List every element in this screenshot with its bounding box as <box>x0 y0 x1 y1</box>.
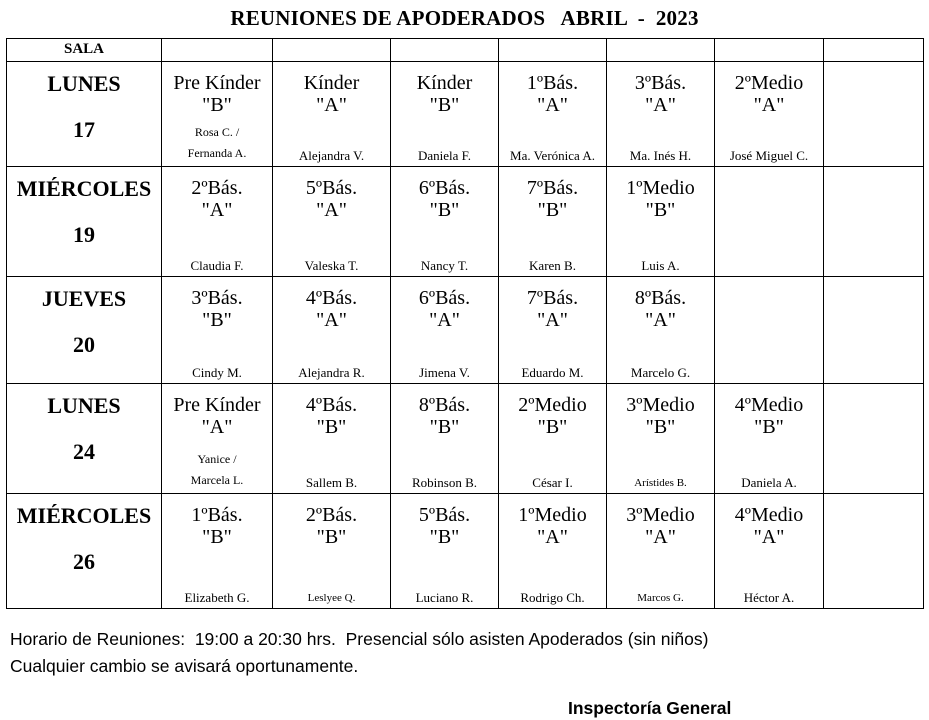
course-name: Kínder <box>303 72 360 94</box>
teacher-name: Valeska T. <box>304 258 359 273</box>
day-date: 24 <box>73 439 95 464</box>
teacher-name: Alejandra V. <box>298 148 365 163</box>
header-cell <box>273 39 391 62</box>
course-section: "A" <box>753 526 785 548</box>
course-section: "B" <box>537 199 568 221</box>
schedule-row <box>7 167 924 277</box>
meeting-slot <box>391 277 499 384</box>
meeting-slot <box>499 384 607 494</box>
day-cell <box>7 494 162 609</box>
course-section: "A" <box>645 526 676 548</box>
course-name: Pre Kínder <box>173 72 261 94</box>
teacher-name: César I. <box>532 475 573 490</box>
course-name: 8ºBás. <box>634 287 687 309</box>
teacher-name: Arístides B. <box>634 477 687 489</box>
teacher-name: José Miguel C. <box>729 148 809 163</box>
meeting-slot <box>391 167 499 277</box>
course-name: 5ºBás. <box>418 504 471 526</box>
meeting-slot <box>273 384 391 494</box>
teacher-name: Rodrigo Ch. <box>520 590 585 605</box>
day-cell <box>7 62 162 167</box>
course-section: "A" <box>537 309 568 331</box>
meeting-slot <box>824 277 924 384</box>
course-name: 1ºBás. <box>191 504 243 526</box>
course-section: "B" <box>537 416 568 438</box>
schedule-note: Horario de Reuniones: 19:00 a 20:30 hrs. Presencial sólo asisten Apoderados (sin niños) <box>10 629 709 649</box>
course-name: 4ºMedio <box>734 394 804 416</box>
meeting-slot <box>607 167 715 277</box>
course-section: "A" <box>645 309 676 331</box>
course-name: 2ºBás. <box>191 177 243 199</box>
course-name: Pre Kínder <box>173 394 261 416</box>
meeting-slot <box>273 277 391 384</box>
header-cell <box>607 39 715 62</box>
teacher-name: Robinson B. <box>411 475 477 490</box>
teacher-name: Leslyee Q. <box>307 592 356 604</box>
course-name: 2ºMedio <box>734 72 804 94</box>
teacher-name: Cindy M. <box>192 365 242 380</box>
teacher-name: Daniela A. <box>741 475 797 490</box>
day-name: MIÉRCOLES <box>16 503 152 528</box>
header-cell <box>391 39 499 62</box>
meeting-slot <box>715 167 824 277</box>
schedule-row <box>7 384 924 494</box>
meeting-slot <box>273 167 391 277</box>
meeting-slot <box>499 62 607 167</box>
day-date: 20 <box>73 332 95 357</box>
course-section: "A" <box>753 94 785 116</box>
header-row <box>7 39 924 62</box>
course-section: "B" <box>202 309 232 331</box>
teacher-name: Yanice / Marcela L. <box>190 452 244 487</box>
day-name: LUNES <box>47 71 121 96</box>
meeting-slot <box>499 494 607 609</box>
teacher-name: Ma. Inés H. <box>629 148 692 163</box>
meeting-slot <box>162 167 273 277</box>
day-date: 19 <box>73 222 95 247</box>
teacher-name: Marcos G. <box>637 592 684 604</box>
teacher-name: Eduardo M. <box>521 365 584 380</box>
meeting-slot <box>391 494 499 609</box>
course-section: "A" <box>645 94 676 116</box>
teacher-name: Claudia F. <box>190 258 244 273</box>
teacher-name: Jimena V. <box>419 365 470 380</box>
course-section: "A" <box>316 309 347 331</box>
course-name: 2ºBás. <box>305 504 358 526</box>
course-section: "B" <box>429 199 460 221</box>
meeting-slot <box>607 62 715 167</box>
course-section: "B" <box>202 94 232 116</box>
course-section: "A" <box>537 526 568 548</box>
meeting-slot <box>715 494 824 609</box>
day-date: 17 <box>73 117 95 142</box>
meeting-slot <box>391 62 499 167</box>
day-name: JUEVES <box>41 286 127 311</box>
teacher-name: Luciano R. <box>415 590 474 605</box>
schedule-row <box>7 494 924 609</box>
teacher-name: Karen B. <box>529 258 576 273</box>
meeting-slot <box>162 62 273 167</box>
course-name: 8ºBás. <box>418 394 471 416</box>
course-name: 6ºBás. <box>418 287 471 309</box>
meeting-slot <box>499 167 607 277</box>
teacher-name: Rosa C. / Fernanda A. <box>187 125 247 160</box>
meeting-slot <box>391 384 499 494</box>
course-name: 3ºMedio <box>626 394 695 416</box>
teacher-name: Alejandra R. <box>298 365 365 380</box>
schedule-row <box>7 62 924 167</box>
course-section: "B" <box>645 416 676 438</box>
sala-header: SALA <box>7 39 162 62</box>
course-name: 4ºBás. <box>305 287 358 309</box>
meeting-slot <box>607 277 715 384</box>
meeting-slot <box>162 277 273 384</box>
teacher-name: Elizabeth G. <box>184 590 250 605</box>
course-section: "A" <box>316 199 347 221</box>
course-name: 3ºMedio <box>626 504 695 526</box>
schedule-row <box>7 277 924 384</box>
course-name: 6ºBás. <box>418 177 471 199</box>
meeting-slot <box>824 384 924 494</box>
meeting-slot <box>162 494 273 609</box>
header-cell <box>715 39 824 62</box>
course-name: Kínder <box>416 72 473 94</box>
day-name: MIÉRCOLES <box>16 176 152 201</box>
teacher-name: Daniela F. <box>417 148 472 163</box>
course-name: 3ºBás. <box>634 72 687 94</box>
teacher-name: Ma. Verónica A. <box>510 148 595 163</box>
meeting-slot <box>715 384 824 494</box>
page-title: REUNIONES DE APODERADOS ABRIL - 2023 <box>230 6 699 30</box>
course-section: "B" <box>316 526 347 548</box>
course-name: 7ºBás. <box>526 177 579 199</box>
teacher-name: Sallem B. <box>305 475 358 490</box>
teacher-name: Héctor A. <box>743 590 795 605</box>
course-name: 5ºBás. <box>305 177 358 199</box>
schedule-table <box>6 38 924 609</box>
course-section: "A" <box>201 416 233 438</box>
header-cell <box>824 39 924 62</box>
course-section: "A" <box>429 309 460 331</box>
meeting-slot <box>824 494 924 609</box>
signature: Inspectoría General <box>568 698 732 718</box>
change-note: Cualquier cambio se avisará oportunamente. <box>10 656 359 676</box>
course-section: "B" <box>429 94 460 116</box>
course-section: "A" <box>316 94 347 116</box>
course-section: "A" <box>201 199 233 221</box>
day-cell <box>7 167 162 277</box>
meeting-slot <box>162 384 273 494</box>
course-name: 3ºBás. <box>191 287 243 309</box>
meeting-slot <box>824 62 924 167</box>
meeting-slot <box>607 384 715 494</box>
course-section: "B" <box>429 526 460 548</box>
course-section: "B" <box>645 199 676 221</box>
day-date: 26 <box>73 549 95 574</box>
course-section: "B" <box>316 416 347 438</box>
header-cell <box>162 39 273 62</box>
day-cell <box>7 384 162 494</box>
course-section: "B" <box>754 416 784 438</box>
teacher-name: Marcelo G. <box>630 365 691 380</box>
meeting-slot <box>273 62 391 167</box>
meeting-slot <box>715 277 824 384</box>
course-name: 4ºBás. <box>305 394 358 416</box>
course-name: 1ºMedio <box>626 177 695 199</box>
meeting-slot <box>499 277 607 384</box>
header-cell <box>499 39 607 62</box>
meeting-slot <box>715 62 824 167</box>
meeting-slot <box>824 167 924 277</box>
meeting-slot <box>273 494 391 609</box>
teacher-name: Nancy T. <box>420 258 469 273</box>
course-name: 1ºBás. <box>526 72 579 94</box>
course-name: 2ºMedio <box>518 394 587 416</box>
course-name: 4ºMedio <box>734 504 804 526</box>
course-section: "A" <box>537 94 568 116</box>
teacher-name: Luis A. <box>641 258 680 273</box>
course-section: "B" <box>429 416 460 438</box>
meeting-slot <box>607 494 715 609</box>
day-cell <box>7 277 162 384</box>
course-name: 7ºBás. <box>526 287 579 309</box>
course-section: "B" <box>202 526 232 548</box>
day-name: LUNES <box>47 393 121 418</box>
course-name: 1ºMedio <box>518 504 587 526</box>
